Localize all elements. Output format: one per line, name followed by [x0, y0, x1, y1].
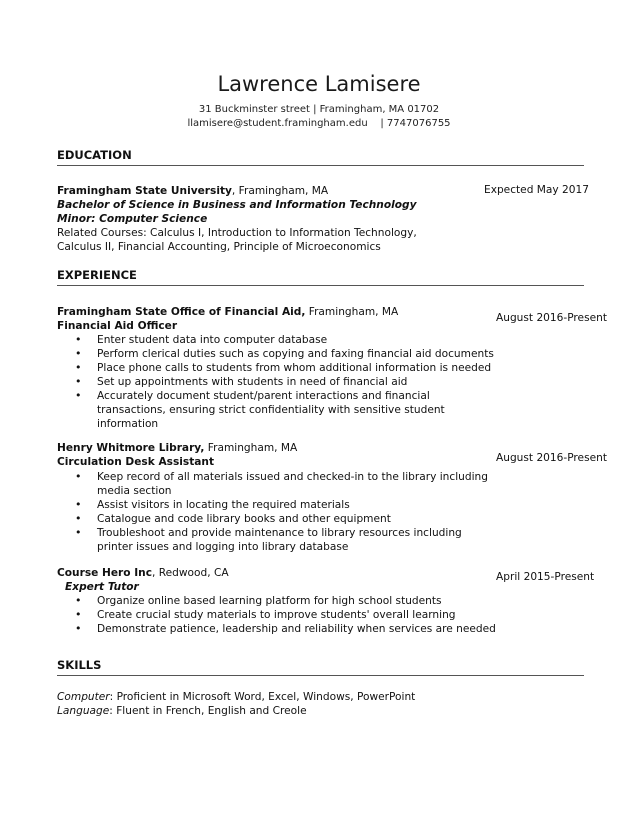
skills-computer	[57, 690, 497, 704]
related-courses-2: Calculus II, Financial Accounting, Principle of Microeconomics	[57, 241, 381, 253]
education-date: Expected May 2017	[484, 184, 590, 196]
list-item: • Set up appointments with students in need of financial aid	[57, 375, 497, 389]
school-location: , Framingham, MA	[231, 185, 329, 197]
contact-address: 31 Buckminster street | Framingham, MA 01702	[198, 104, 440, 115]
education-heading: EDUCATION	[57, 148, 584, 166]
list-item: • Enter student data into computer database	[57, 333, 497, 347]
candidate-name: Lawrence Lamisere	[217, 72, 421, 96]
job-bullets	[57, 333, 497, 431]
job-org: Henry Whitmore Library,	[57, 442, 205, 454]
list-item: • Place phone calls to students from whom additional information is needed	[57, 361, 497, 375]
job-org-line	[57, 305, 497, 319]
job-location: Framingham, MA	[305, 306, 399, 318]
list-item: • Accurately document student/parent interactions and financial transactions, ensuring strict confidentiality with sensitive student information	[57, 389, 497, 431]
experience-heading: EXPERIENCE	[57, 268, 584, 286]
skills-computer-text: : Proficient in Microsoft Word, Excel, Windows, PowerPoint	[109, 691, 416, 703]
job-bullets	[57, 594, 497, 636]
skills-language	[57, 704, 497, 718]
job-bullets	[57, 470, 497, 554]
job-location: Framingham, MA	[204, 442, 298, 454]
minor: Minor: Computer Science	[57, 213, 208, 225]
job-org-line	[57, 566, 497, 580]
job-date: August 2016-Present	[496, 452, 607, 464]
job-title: Circulation Desk Assistant	[57, 456, 215, 468]
list-item: • Catalogue and code library books and other equipment	[57, 512, 497, 526]
job-title: Expert Tutor	[65, 581, 139, 593]
job-org: Course Hero Inc	[57, 567, 153, 579]
list-item: • Assist visitors in locating the required materials	[57, 498, 497, 512]
job-date: August 2016-Present	[496, 312, 607, 324]
related-courses-1: Related Courses: Calculus I, Introduction to Information Technology,	[57, 227, 417, 239]
job-org-line	[57, 441, 497, 455]
list-item: • Organize online based learning platform for high school students	[57, 594, 497, 608]
skills-computer-label: Computer	[57, 691, 110, 703]
job-org: Framingham State Office of Financial Aid,	[57, 306, 306, 318]
job-title: Financial Aid Officer	[57, 320, 178, 332]
list-item: • Keep record of all materials issued and checked-in to the library including media section	[57, 470, 497, 498]
skills-language-text: : Fluent in French, English and Creole	[109, 705, 307, 717]
skills-language-label: Language	[57, 705, 110, 717]
school-name: Framingham State University	[57, 185, 232, 197]
list-item: • Perform clerical duties such as copying and faxing financial aid documents	[57, 347, 497, 361]
list-item: • Troubleshoot and provide maintenance to library resources including printer issues and logging into library database	[57, 526, 497, 554]
contact-email-phone: llamisere@student.framingham.edu | 7747076755	[187, 118, 451, 129]
job-location: , Redwood, CA	[152, 567, 229, 579]
job-date: April 2015-Present	[496, 571, 595, 583]
degree: Bachelor of Science in Business and Information Technology	[57, 199, 417, 211]
list-item: • Create crucial study materials to improve students' overall learning	[57, 608, 497, 622]
list-item: • Demonstrate patience, leadership and reliability when services are needed	[57, 622, 497, 636]
education-school-line	[57, 184, 497, 198]
skills-heading: SKILLS	[57, 658, 584, 676]
